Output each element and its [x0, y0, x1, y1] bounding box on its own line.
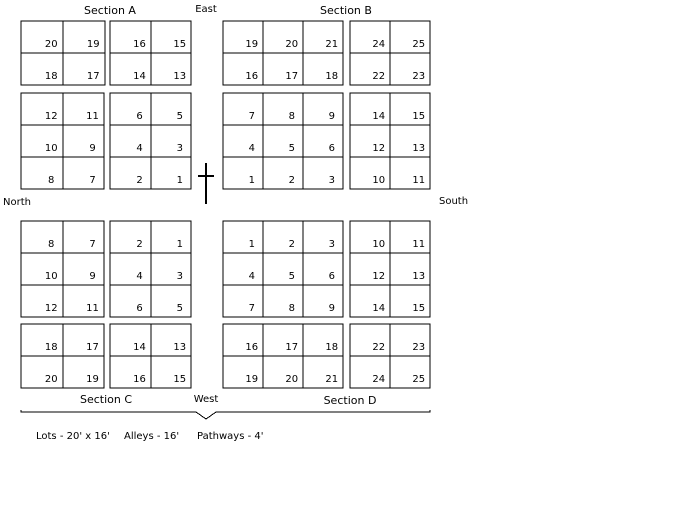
lot-number: 17	[285, 71, 299, 83]
lot-number: 2	[288, 175, 295, 187]
lot-number: 12	[44, 303, 58, 315]
lot-number: 3	[328, 175, 335, 187]
lot-number: 4	[136, 143, 143, 155]
section-c-label: Section C	[79, 393, 133, 406]
lot-number: 6	[328, 271, 335, 283]
lot-number: 15	[173, 374, 187, 386]
east-label: East	[195, 4, 217, 15]
lot-number: 23	[412, 342, 426, 354]
lot-number: 20	[44, 374, 58, 386]
lot-number: 19	[86, 374, 99, 386]
legend-lots: Lots - 20' x 16'	[36, 431, 110, 442]
lot-number: 13	[173, 71, 187, 83]
lot-number: 9	[89, 143, 96, 155]
lot-number: 16	[245, 71, 259, 83]
south-label: South	[439, 196, 469, 207]
block-c3	[21, 324, 104, 388]
lot-number: 1	[248, 239, 255, 251]
lot-number: 7	[89, 175, 96, 187]
lot-number: 17	[285, 342, 299, 354]
block-b2	[350, 21, 430, 85]
lot-number: 24	[372, 374, 386, 386]
lot-number: 16	[133, 39, 146, 51]
lot-number: 3	[176, 271, 183, 283]
block-outline	[223, 93, 343, 189]
lot-number: 12	[372, 143, 386, 155]
lot-number: 14	[133, 71, 146, 83]
lot-number: 14	[372, 111, 386, 123]
lot-number: 5	[288, 143, 295, 155]
legend-pathways: Pathways - 4'	[197, 431, 264, 442]
lot-number: 8	[288, 303, 295, 315]
lot-number: 7	[248, 111, 255, 123]
lot-number: 20	[285, 374, 299, 386]
lot-number: 15	[412, 111, 426, 123]
legend-alleys: Alleys - 16'	[124, 431, 180, 442]
lot-number: 22	[372, 342, 386, 354]
block-b3	[223, 93, 343, 189]
lot-number: 2	[288, 239, 295, 251]
lot-number: 19	[86, 39, 100, 51]
lot-number: 8	[48, 175, 55, 187]
lot-number: 14	[133, 342, 146, 354]
lot-number: 20	[44, 39, 58, 51]
lot-number: 11	[412, 175, 426, 187]
lot-number: 9	[328, 111, 335, 123]
lot-number: 18	[325, 342, 339, 354]
lot-number: 15	[173, 39, 187, 51]
lot-number: 19	[245, 39, 259, 51]
lot-number: 16	[133, 374, 146, 386]
lot-number: 1	[248, 175, 255, 187]
lot-number: 6	[136, 303, 143, 315]
block-c1	[21, 221, 104, 317]
block-b1	[223, 21, 343, 85]
lot-number: 5	[288, 271, 295, 283]
section-a-label: Section A	[84, 4, 136, 17]
lot-number: 25	[412, 374, 426, 386]
lot-number: 2	[136, 175, 143, 187]
lot-number: 4	[248, 271, 255, 283]
lot-number: 10	[44, 143, 58, 155]
lot-number: 16	[245, 342, 259, 354]
lot-number: 17	[86, 71, 100, 83]
block-a3	[21, 93, 104, 189]
lot-number: 10	[372, 175, 386, 187]
block-d4	[350, 324, 430, 388]
lot-blocks	[21, 21, 430, 388]
lot-number: 14	[372, 303, 386, 315]
lot-number: 20	[285, 39, 299, 51]
lot-number: 15	[412, 303, 426, 315]
lot-number: 24	[372, 39, 386, 51]
lot-number: 13	[412, 271, 426, 283]
north-label: North	[3, 197, 31, 208]
block-a4	[110, 93, 191, 189]
lot-number: 2	[136, 239, 143, 251]
lot-number: 8	[48, 239, 55, 251]
lot-number: 18	[44, 342, 58, 354]
lot-number: 3	[176, 143, 183, 155]
section-b-label: Section B	[320, 4, 372, 17]
lot-number: 9	[328, 303, 335, 315]
lot-number: 4	[136, 271, 143, 283]
block-d2	[350, 221, 430, 317]
lot-number: 11	[412, 239, 426, 251]
bottom-brace	[21, 410, 430, 419]
lot-number: 9	[89, 271, 96, 283]
section-d-label: Section D	[323, 394, 377, 407]
lot-number: 22	[372, 71, 386, 83]
lot-number: 13	[412, 143, 426, 155]
lot-number: 8	[288, 111, 295, 123]
lot-number: 3	[328, 239, 335, 251]
lot-number: 18	[325, 71, 339, 83]
block-b4	[350, 93, 430, 189]
lot-number: 6	[328, 143, 335, 155]
lot-number: 1	[176, 175, 183, 187]
lot-number: 6	[136, 111, 143, 123]
lot-number: 25	[412, 39, 426, 51]
lot-number: 11	[86, 111, 99, 123]
block-d3	[223, 324, 343, 388]
block-a2	[110, 21, 191, 85]
block-a1	[21, 21, 105, 85]
lot-number: 18	[44, 71, 58, 83]
block-c2	[110, 221, 191, 317]
lot-number: 10	[44, 271, 58, 283]
lot-number: 12	[372, 271, 386, 283]
lot-number: 17	[86, 342, 99, 354]
lot-number: 7	[89, 239, 96, 251]
block-d1	[223, 221, 343, 317]
lot-number: 12	[44, 111, 58, 123]
lot-number: 5	[176, 303, 183, 315]
lot-number: 4	[248, 143, 255, 155]
lot-number: 7	[248, 303, 255, 315]
west-label: West	[193, 394, 219, 405]
lot-number: 10	[372, 239, 386, 251]
lot-number: 21	[325, 39, 339, 51]
lot-number: 11	[86, 303, 99, 315]
lot-number: 23	[412, 71, 426, 83]
lot-number: 5	[176, 111, 183, 123]
lot-number: 21	[325, 374, 339, 386]
block-c4	[110, 324, 191, 388]
lot-number: 19	[245, 374, 259, 386]
lot-number: 1	[176, 239, 183, 251]
block-outline	[223, 221, 343, 317]
lot-number: 13	[173, 342, 187, 354]
cross-icon	[198, 163, 214, 204]
